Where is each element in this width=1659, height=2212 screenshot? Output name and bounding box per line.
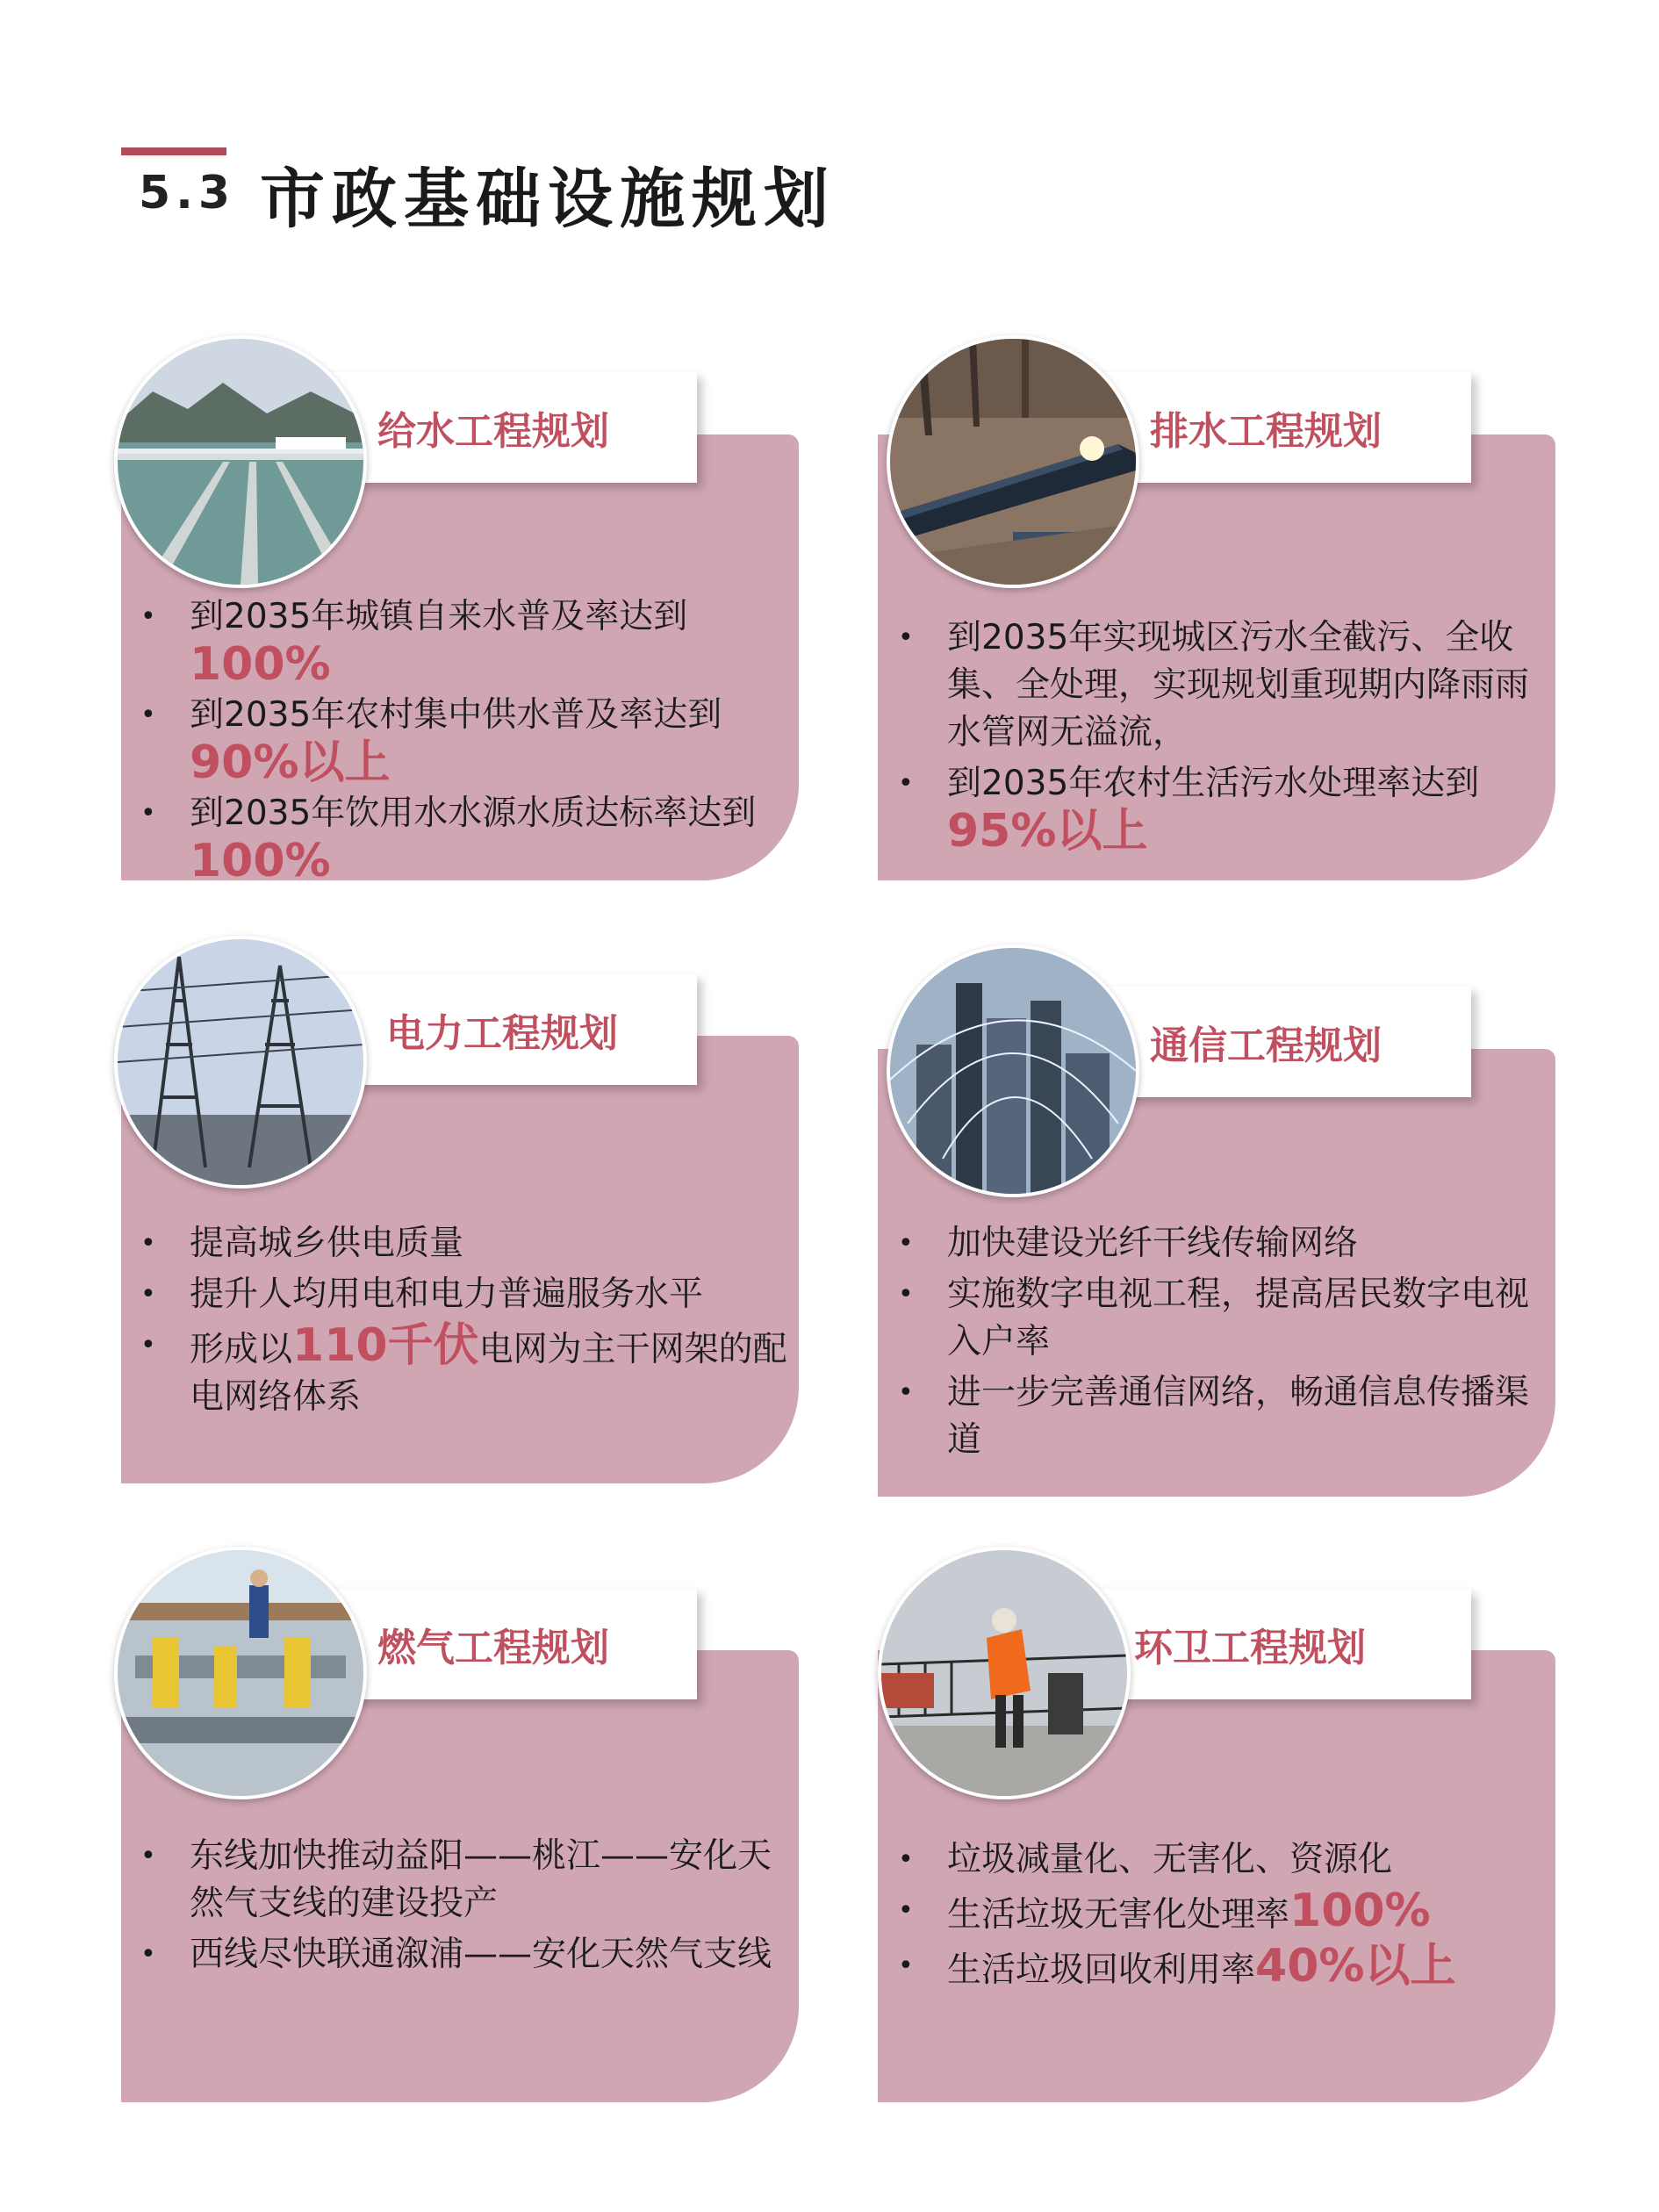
list-item: • 提高城乡供电质量 [125, 1220, 792, 1268]
list-item: • 加快建设光纤干线传输网络 [882, 1220, 1532, 1268]
city-network-photo [887, 944, 1139, 1197]
bullet: • [898, 1279, 914, 1310]
gas-title: 燃气工程规划 [377, 1626, 609, 1670]
list-item: • 到2035年农村生活污水处理率达到 95%以上 [882, 760, 1532, 855]
water-item-list [125, 593, 774, 888]
list-item: • 西线尽快联通溆浦——安化天然气支线 [125, 1931, 774, 1979]
bullet: • [898, 1844, 914, 1875]
gas-item-list [125, 1833, 774, 1982]
bullet: • [140, 1228, 156, 1259]
drainage-item-list [882, 614, 1532, 858]
list-item: • 垃圾减量化、无害化、资源化 [882, 1836, 1532, 1884]
title-accent-bar [121, 147, 226, 155]
list-item: • 到2035年实现城区污水全截污、全收集、全处理，实现规划重现期内降雨雨水管网无溢流， [882, 614, 1532, 757]
bullet: • [140, 1330, 156, 1361]
power-item-list [125, 1220, 792, 1425]
bullet: • [140, 1279, 156, 1310]
water-treatment-plant-photo [114, 335, 367, 588]
highlight-value: 95%以上 [947, 805, 1148, 858]
power-title: 电力工程规划 [386, 1011, 618, 1056]
list-item: • 进一步完善通信网络，畅通信息传播渠道 [882, 1369, 1532, 1464]
water-title: 给水工程规划 [377, 409, 609, 454]
section-number: 5.3 [139, 167, 236, 219]
bullet: • [898, 1228, 914, 1259]
list-item: • 生活垃圾无害化处理率100% [898, 1885, 1431, 1937]
pipe-construction-photo [887, 335, 1139, 588]
list-item: • 到2035年饮用水水源水质达标率达到 100% [125, 790, 774, 885]
bullet: • [140, 1841, 156, 1871]
bullet: • [140, 798, 156, 829]
highlight-value: 90%以上 [190, 736, 391, 789]
telecom-item-list [882, 1220, 1532, 1468]
bullet: • [898, 1895, 914, 1926]
bullet: • [140, 1939, 156, 1970]
list-item: • 到2035年农村集中供水普及率达到 90%以上 [125, 692, 774, 786]
highlight-value: 40%以上 [1255, 1940, 1456, 1993]
substation-photo [114, 936, 367, 1189]
sanitation-item-list [882, 1836, 1532, 1998]
sanitation-title: 环卫工程规划 [1134, 1626, 1366, 1670]
bullet: • [140, 601, 156, 632]
list-item: • 形成以110千伏电网为主干网架的配电网络体系 [140, 1319, 787, 1417]
bullet: • [898, 768, 914, 799]
highlight-value: 100% [190, 638, 331, 691]
list-item: • 提升人均用电和电力普遍服务水平 [125, 1271, 792, 1318]
highlight-value: 110千伏 [292, 1319, 479, 1372]
page-title: 市政基础设施规划 [260, 162, 836, 237]
telecom-title: 通信工程规划 [1150, 1023, 1382, 1068]
bullet: • [898, 622, 914, 653]
gas-station-photo [114, 1547, 367, 1799]
list-item: • 到2035年城镇自来水普及率达到 100% [125, 593, 774, 688]
bullet: • [898, 1950, 914, 1981]
drainage-title: 排水工程规划 [1150, 409, 1382, 454]
bullet: • [898, 1377, 914, 1408]
highlight-value: 100% [1289, 1885, 1431, 1937]
sanitation-worker-photo [878, 1547, 1131, 1799]
list-item: • 东线加快推动益阳——桃江——安化天然气支线的建设投产 [125, 1833, 774, 1928]
highlight-value: 100% [190, 835, 331, 887]
list-item: • 实施数字电视工程，提高居民数字电视入户率 [882, 1271, 1532, 1366]
bullet: • [140, 700, 156, 730]
list-item: • 生活垃圾回收利用率40%以上 [898, 1940, 1456, 1993]
